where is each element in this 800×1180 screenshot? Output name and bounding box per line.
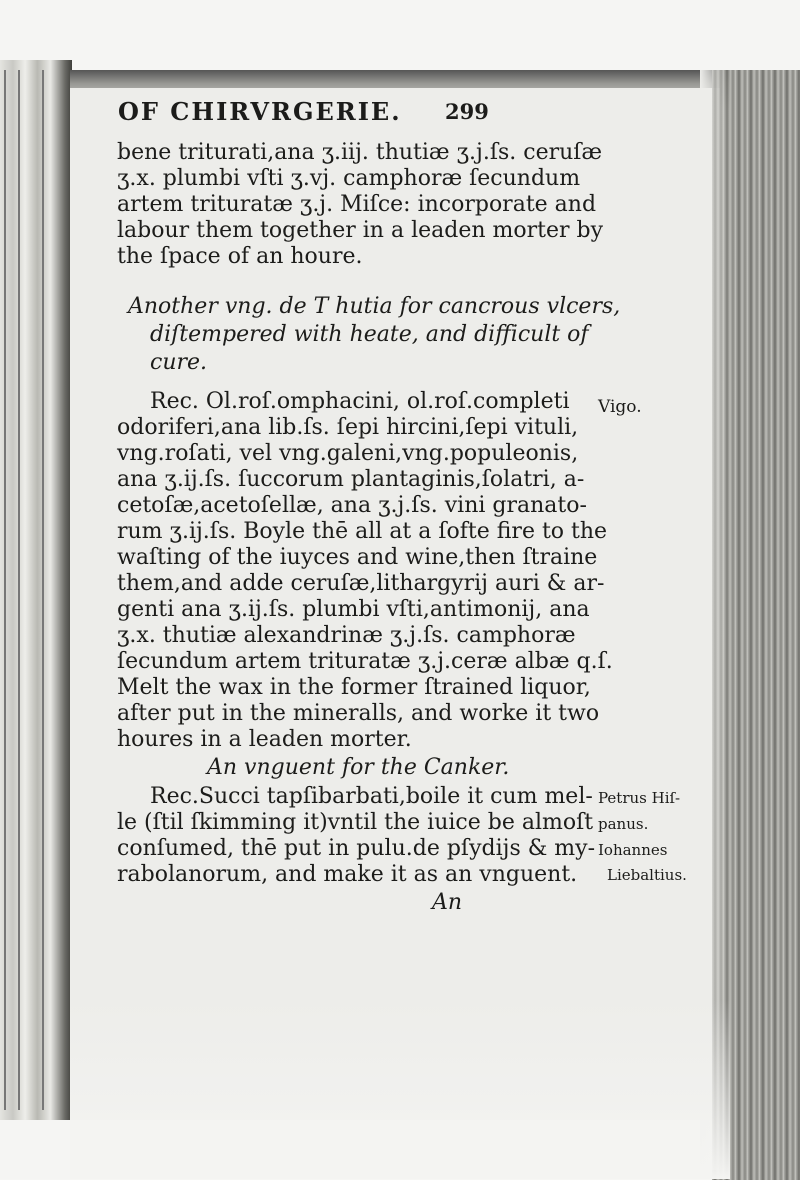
text-line: Melt the wax in the former ſtrained liquor, [117,675,591,700]
text-line: Rec.Succi tapſibarbati,boile it cum mel- [150,784,593,809]
text-line: artem trituratæ ʒ.j. Miſce: incorporate and [117,192,597,217]
margin-note: panus. [598,815,649,833]
page-edge-line [42,70,44,1110]
page-edge-line [18,70,20,1110]
text-line: ana ʒ.ij.ſs. ſuccorum plantaginis,ſolatri, a- [117,467,585,492]
page-bottom-fade [70,1000,730,1179]
margin-note: Vigo. [598,397,642,417]
text-line: vng.roſati, vel vng.galeni,vng.populeonis, [117,441,579,466]
section-heading: An vnguent for the Canker. [207,755,510,780]
text-line: houres in a leaden morter. [117,727,412,752]
text-line: after put in the mineralls, and worke it two [117,701,600,726]
text-line: labour them together in a leaden morter by [117,218,604,243]
text-line: ſecundum artem trituratæ ʒ.j.ceræ albæ q.ſ. [117,649,613,674]
text-line: rum ʒ.ij.ſs. Boyle thē all at a ſofte fire to the [117,519,608,544]
section-heading: Another vng. de T hutia for cancrous vlcers, [128,294,621,319]
left-book-edge [0,60,72,1120]
page-edge-line [4,70,6,1110]
text-line: them,and adde ceruſæ,lithargyrij auri & ar- [117,571,605,596]
margin-note: Iohannes [598,841,668,859]
text-line: rabolanorum, and make it as an vnguent. [117,862,578,887]
section-heading: diſtempered with heate, and difficult of [150,322,589,347]
margin-note: Liebaltius. [607,866,687,884]
text-line: Rec. Ol.roſ.omphacini, ol.roſ.completi [150,389,570,414]
text-line: cetoſæ,acetoſellæ, ana ʒ.j.ſs. vini granato- [117,493,587,518]
catchword: An [432,890,463,915]
text-line: the ſpace of an houre. [117,244,363,269]
section-heading: cure. [150,350,208,375]
text-line: odoriferi,ana lib.ſs. ſepi hircini,ſepi vituli, [117,415,579,440]
margin-note: Petrus Hiſ- [598,789,681,807]
text-line: le (ſtil ſkimming it)vntil the iuice be almoſt [117,810,594,835]
text-line: genti ana ʒ.ij.ſs. plumbi vſti,antimonij, ana [117,597,590,622]
text-line: ʒ.x. thutiæ alexandrinæ ʒ.j.ſs. camphoræ [117,623,576,648]
running-title: OF CHIRVRGERIE. [118,97,402,126]
text-line: waſting of the iuyces and wine,then ſtraine [117,545,598,570]
text-line: bene triturati,ana ʒ.iij. thutiæ ʒ.j.ſs. ceruſæ [117,140,603,165]
text-line: conſumed, thē put in pulu.de pſydijs & my- [117,836,596,861]
text-line: ʒ.x. plumbi vſti ʒ.vj. camphoræ ſecundum [117,166,581,191]
page-number: 299 [445,99,489,124]
